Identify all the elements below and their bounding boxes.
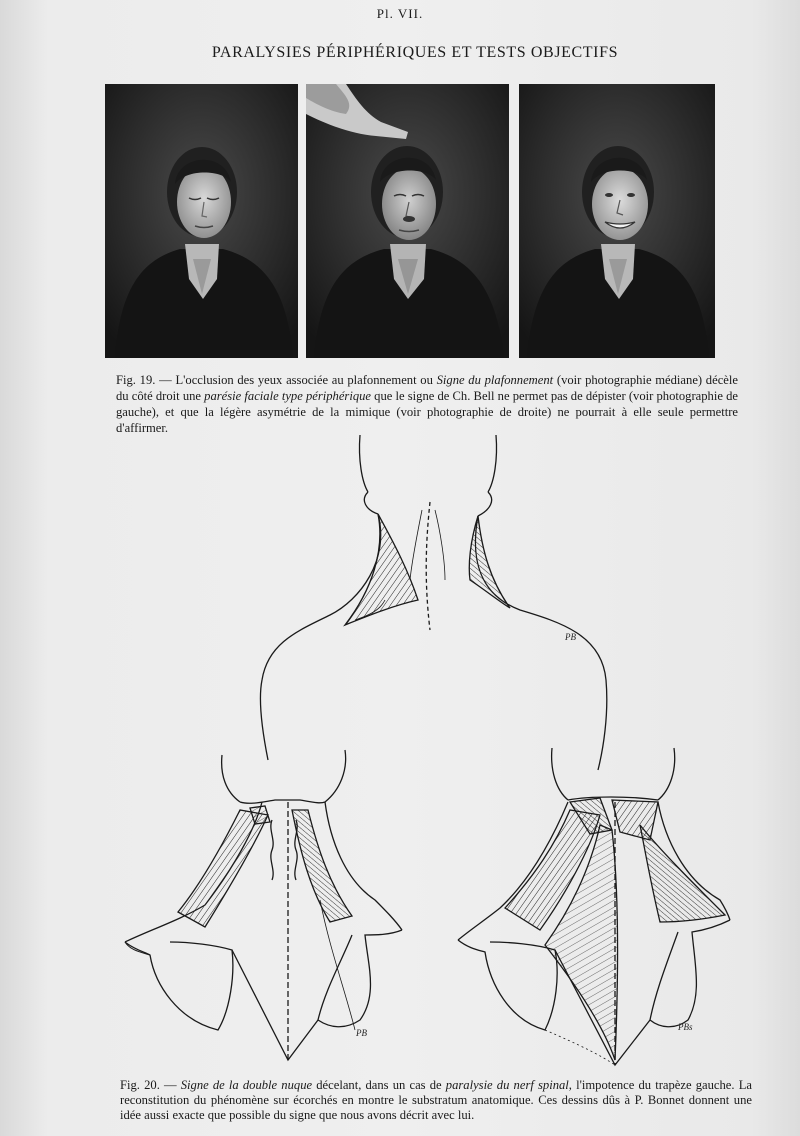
photo-signe-du-plafonnement (306, 84, 509, 358)
fig19-text-3: que le signe de Ch. Bell ne permet pas de dépister (voir photographie de gauche), et que la légère asymétrie de la mimique (voir photographie de droite) ne pourrait à elle seule permettre d'affirmer. (116, 389, 738, 435)
fig20-caption (120, 1078, 752, 1123)
page-title: PARALYSIES PÉRIPHÉRIQUES ET TESTS OBJECTIFS (211, 44, 619, 61)
fig20-italic-2: paralysie du nerf spinal (445, 1078, 569, 1092)
fig19-number: Fig. 19. — (116, 373, 172, 387)
signature-top: PB (565, 632, 576, 642)
drawing-dissection-left (125, 750, 402, 1060)
plate-label: Pl. VII. (376, 6, 424, 21)
fig20-text-2: , l'impotence du trapèze gauche. La reconstitution du phénomène sur écorchés en montre le substratum anatomique. Ces dessins dûs à P. Bonnet donnent une idée aussi exacte que possible du signe que nous avons décrit avec lui. (120, 1078, 752, 1122)
anatomical-drawings (0, 430, 800, 1075)
signature-left: PB (356, 1028, 367, 1038)
fig19-italic-1: Signe du plafonnement (436, 373, 554, 387)
drawing-dissection-right (458, 748, 730, 1065)
fig19-text-2: (voir photographie médiane) décèle du côté droit une (116, 373, 738, 403)
photo-smiling (519, 84, 715, 358)
fig20-italic-1: Signe de la double nuque (180, 1078, 313, 1092)
signature-right: PBs (678, 1022, 693, 1032)
fig19-text-1: L'occlusion des yeux associée au plafonnement ou (175, 373, 433, 387)
fig20-text-1: décelant, dans un cas de (316, 1078, 442, 1092)
drawing-neck-back (260, 435, 606, 770)
fig19-caption (116, 372, 738, 436)
fig20-number: Fig. 20. — (120, 1078, 177, 1092)
fig19-italic-2: parésie faciale type périphérique (204, 389, 372, 403)
photo-eyes-closed (105, 84, 298, 358)
